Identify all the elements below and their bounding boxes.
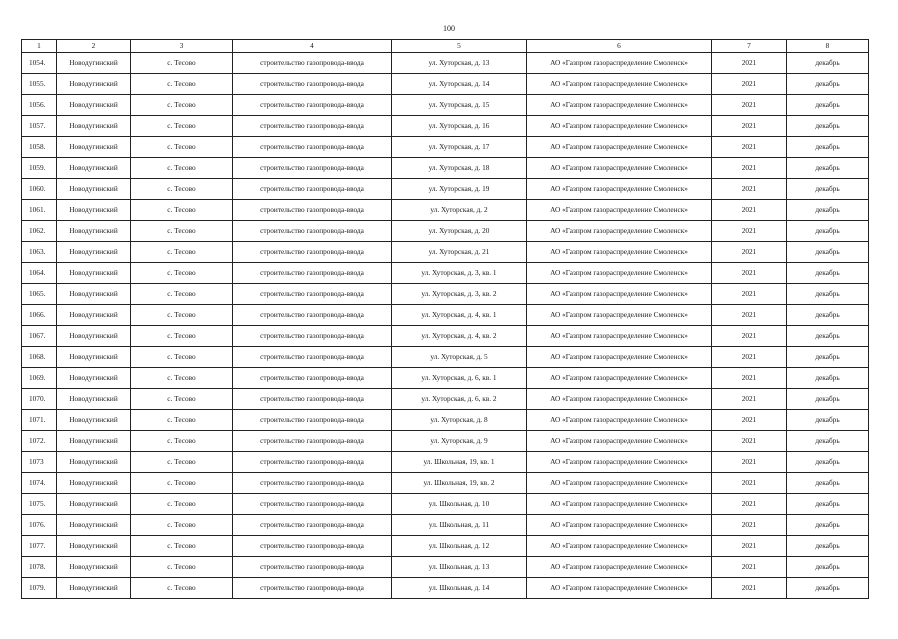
year-cell: 2021	[712, 368, 787, 389]
month-cell: декабрь	[787, 305, 869, 326]
month-cell: декабрь	[787, 137, 869, 158]
year-cell: 2021	[712, 557, 787, 578]
year-cell: 2021	[712, 179, 787, 200]
settlement-cell: с. Тесово	[131, 158, 233, 179]
work-type-cell: строительство газопровода-ввода	[233, 53, 392, 74]
work-type-cell: строительство газопровода-ввода	[233, 515, 392, 536]
row-number-cell: 1065.	[22, 284, 57, 305]
work-type-cell: строительство газопровода-ввода	[233, 557, 392, 578]
column-number-3: 3	[131, 40, 233, 53]
organization-cell: АО «Газпром газораспределение Смоленск»	[527, 137, 712, 158]
organization-cell: АО «Газпром газораспределение Смоленск»	[527, 200, 712, 221]
column-number-6: 6	[527, 40, 712, 53]
row-number-cell: 1071.	[22, 410, 57, 431]
table-row	[22, 473, 869, 494]
settlement-cell: с. Тесово	[131, 179, 233, 200]
work-type-cell: строительство газопровода-ввода	[233, 326, 392, 347]
year-cell: 2021	[712, 326, 787, 347]
settlement-cell: с. Тесово	[131, 74, 233, 95]
organization-cell: АО «Газпром газораспределение Смоленск»	[527, 116, 712, 137]
address-cell: ул. Хуторская, д. 6, кв. 2	[392, 389, 527, 410]
settlement-cell: с. Тесово	[131, 137, 233, 158]
district-cell: Новодугинский	[57, 515, 131, 536]
row-number-cell: 1068.	[22, 347, 57, 368]
district-cell: Новодугинский	[57, 74, 131, 95]
address-cell: ул. Хуторская, д. 4, кв. 1	[392, 305, 527, 326]
district-cell: Новодугинский	[57, 473, 131, 494]
address-cell: ул. Хуторская, д. 9	[392, 431, 527, 452]
work-type-cell: строительство газопровода-ввода	[233, 158, 392, 179]
row-number-cell: 1063.	[22, 242, 57, 263]
month-cell: декабрь	[787, 242, 869, 263]
row-number-cell: 1054.	[22, 53, 57, 74]
organization-cell: АО «Газпром газораспределение Смоленск»	[527, 494, 712, 515]
row-number-cell: 1074.	[22, 473, 57, 494]
organization-cell: АО «Газпром газораспределение Смоленск»	[527, 578, 712, 599]
address-cell: ул. Школьная, д. 14	[392, 578, 527, 599]
table-row	[22, 347, 869, 368]
organization-cell: АО «Газпром газораспределение Смоленск»	[527, 557, 712, 578]
month-cell: декабрь	[787, 494, 869, 515]
work-type-cell: строительство газопровода-ввода	[233, 116, 392, 137]
district-cell: Новодугинский	[57, 557, 131, 578]
month-cell: декабрь	[787, 473, 869, 494]
year-cell: 2021	[712, 137, 787, 158]
work-type-cell: строительство газопровода-ввода	[233, 578, 392, 599]
column-number-7: 7	[712, 40, 787, 53]
table-row	[22, 53, 869, 74]
address-cell: ул. Хуторская, д. 5	[392, 347, 527, 368]
organization-cell: АО «Газпром газораспределение Смоленск»	[527, 284, 712, 305]
address-cell: ул. Хуторская, д. 3, кв. 2	[392, 284, 527, 305]
month-cell: декабрь	[787, 557, 869, 578]
row-number-cell: 1064.	[22, 263, 57, 284]
gasification-schedule-table	[21, 39, 869, 599]
year-cell: 2021	[712, 158, 787, 179]
settlement-cell: с. Тесово	[131, 326, 233, 347]
settlement-cell: с. Тесово	[131, 536, 233, 557]
column-number-row	[22, 40, 869, 53]
district-cell: Новодугинский	[57, 347, 131, 368]
month-cell: декабрь	[787, 158, 869, 179]
settlement-cell: с. Тесово	[131, 116, 233, 137]
table-row	[22, 95, 869, 116]
settlement-cell: с. Тесово	[131, 515, 233, 536]
table-row	[22, 368, 869, 389]
work-type-cell: строительство газопровода-ввода	[233, 284, 392, 305]
district-cell: Новодугинский	[57, 305, 131, 326]
address-cell: ул. Хуторская, д. 21	[392, 242, 527, 263]
column-number-4: 4	[233, 40, 392, 53]
organization-cell: АО «Газпром газораспределение Смоленск»	[527, 473, 712, 494]
row-number-cell: 1060.	[22, 179, 57, 200]
organization-cell: АО «Газпром газораспределение Смоленск»	[527, 263, 712, 284]
work-type-cell: строительство газопровода-ввода	[233, 347, 392, 368]
work-type-cell: строительство газопровода-ввода	[233, 536, 392, 557]
row-number-cell: 1059.	[22, 158, 57, 179]
district-cell: Новодугинский	[57, 410, 131, 431]
table-row	[22, 557, 869, 578]
table-row	[22, 389, 869, 410]
organization-cell: АО «Газпром газораспределение Смоленск»	[527, 326, 712, 347]
row-number-cell: 1067.	[22, 326, 57, 347]
address-cell: ул. Хуторская, д. 19	[392, 179, 527, 200]
district-cell: Новодугинский	[57, 431, 131, 452]
district-cell: Новодугинский	[57, 179, 131, 200]
row-number-cell: 1062.	[22, 221, 57, 242]
settlement-cell: с. Тесово	[131, 95, 233, 116]
year-cell: 2021	[712, 452, 787, 473]
table-row	[22, 578, 869, 599]
row-number-cell: 1073	[22, 452, 57, 473]
address-cell: ул. Хуторская, д. 20	[392, 221, 527, 242]
work-type-cell: строительство газопровода-ввода	[233, 410, 392, 431]
district-cell: Новодугинский	[57, 137, 131, 158]
work-type-cell: строительство газопровода-ввода	[233, 137, 392, 158]
address-cell: ул. Хуторская, д. 13	[392, 53, 527, 74]
settlement-cell: с. Тесово	[131, 53, 233, 74]
month-cell: декабрь	[787, 368, 869, 389]
month-cell: декабрь	[787, 515, 869, 536]
table-row	[22, 221, 869, 242]
address-cell: ул. Хуторская, д. 17	[392, 137, 527, 158]
month-cell: декабрь	[787, 347, 869, 368]
district-cell: Новодугинский	[57, 221, 131, 242]
organization-cell: АО «Газпром газораспределение Смоленск»	[527, 347, 712, 368]
organization-cell: АО «Газпром газораспределение Смоленск»	[527, 410, 712, 431]
settlement-cell: с. Тесово	[131, 305, 233, 326]
row-number-cell: 1070.	[22, 389, 57, 410]
address-cell: ул. Школьная, 19, кв. 2	[392, 473, 527, 494]
table-row	[22, 494, 869, 515]
work-type-cell: строительство газопровода-ввода	[233, 473, 392, 494]
row-number-cell: 1075.	[22, 494, 57, 515]
row-number-cell: 1076.	[22, 515, 57, 536]
organization-cell: АО «Газпром газораспределение Смоленск»	[527, 452, 712, 473]
year-cell: 2021	[712, 305, 787, 326]
district-cell: Новодугинский	[57, 284, 131, 305]
table-row	[22, 452, 869, 473]
year-cell: 2021	[712, 410, 787, 431]
month-cell: декабрь	[787, 116, 869, 137]
work-type-cell: строительство газопровода-ввода	[233, 74, 392, 95]
settlement-cell: с. Тесово	[131, 389, 233, 410]
district-cell: Новодугинский	[57, 116, 131, 137]
year-cell: 2021	[712, 116, 787, 137]
table-row	[22, 158, 869, 179]
address-cell: ул. Хуторская, д. 16	[392, 116, 527, 137]
organization-cell: АО «Газпром газораспределение Смоленск»	[527, 515, 712, 536]
organization-cell: АО «Газпром газораспределение Смоленск»	[527, 431, 712, 452]
settlement-cell: с. Тесово	[131, 473, 233, 494]
organization-cell: АО «Газпром газораспределение Смоленск»	[527, 221, 712, 242]
organization-cell: АО «Газпром газораспределение Смоленск»	[527, 368, 712, 389]
row-number-cell: 1069.	[22, 368, 57, 389]
organization-cell: АО «Газпром газораспределение Смоленск»	[527, 242, 712, 263]
work-type-cell: строительство газопровода-ввода	[233, 494, 392, 515]
address-cell: ул. Школьная, д. 10	[392, 494, 527, 515]
table-row	[22, 116, 869, 137]
district-cell: Новодугинский	[57, 326, 131, 347]
month-cell: декабрь	[787, 578, 869, 599]
settlement-cell: с. Тесово	[131, 578, 233, 599]
settlement-cell: с. Тесово	[131, 557, 233, 578]
address-cell: ул. Школьная, д. 11	[392, 515, 527, 536]
district-cell: Новодугинский	[57, 368, 131, 389]
address-cell: ул. Школьная, 19, кв. 1	[392, 452, 527, 473]
month-cell: декабрь	[787, 53, 869, 74]
address-cell: ул. Хуторская, д. 2	[392, 200, 527, 221]
district-cell: Новодугинский	[57, 53, 131, 74]
table-row	[22, 410, 869, 431]
district-cell: Новодугинский	[57, 452, 131, 473]
table-row	[22, 284, 869, 305]
address-cell: ул. Хуторская, д. 3, кв. 1	[392, 263, 527, 284]
settlement-cell: с. Тесово	[131, 284, 233, 305]
table-row	[22, 536, 869, 557]
month-cell: декабрь	[787, 74, 869, 95]
district-cell: Новодугинский	[57, 389, 131, 410]
settlement-cell: с. Тесово	[131, 242, 233, 263]
year-cell: 2021	[712, 473, 787, 494]
table-row	[22, 179, 869, 200]
organization-cell: АО «Газпром газораспределение Смоленск»	[527, 305, 712, 326]
work-type-cell: строительство газопровода-ввода	[233, 389, 392, 410]
work-type-cell: строительство газопровода-ввода	[233, 431, 392, 452]
settlement-cell: с. Тесово	[131, 368, 233, 389]
year-cell: 2021	[712, 515, 787, 536]
month-cell: декабрь	[787, 95, 869, 116]
organization-cell: АО «Газпром газораспределение Смоленск»	[527, 53, 712, 74]
year-cell: 2021	[712, 389, 787, 410]
table-row	[22, 326, 869, 347]
organization-cell: АО «Газпром газораспределение Смоленск»	[527, 95, 712, 116]
address-cell: ул. Хуторская, д. 14	[392, 74, 527, 95]
district-cell: Новодугинский	[57, 263, 131, 284]
row-number-cell: 1055.	[22, 74, 57, 95]
year-cell: 2021	[712, 95, 787, 116]
settlement-cell: с. Тесово	[131, 452, 233, 473]
row-number-cell: 1058.	[22, 137, 57, 158]
column-number-1: 1	[22, 40, 57, 53]
address-cell: ул. Школьная, д. 12	[392, 536, 527, 557]
year-cell: 2021	[712, 431, 787, 452]
work-type-cell: строительство газопровода-ввода	[233, 368, 392, 389]
table-row	[22, 263, 869, 284]
year-cell: 2021	[712, 242, 787, 263]
settlement-cell: с. Тесово	[131, 200, 233, 221]
district-cell: Новодугинский	[57, 200, 131, 221]
settlement-cell: с. Тесово	[131, 347, 233, 368]
table-row	[22, 200, 869, 221]
page-number: 100	[443, 24, 455, 33]
row-number-cell: 1057.	[22, 116, 57, 137]
year-cell: 2021	[712, 53, 787, 74]
organization-cell: АО «Газпром газораспределение Смоленск»	[527, 74, 712, 95]
organization-cell: АО «Газпром газораспределение Смоленск»	[527, 179, 712, 200]
table-body	[22, 53, 869, 599]
organization-cell: АО «Газпром газораспределение Смоленск»	[527, 158, 712, 179]
district-cell: Новодугинский	[57, 242, 131, 263]
month-cell: декабрь	[787, 326, 869, 347]
year-cell: 2021	[712, 536, 787, 557]
month-cell: декабрь	[787, 410, 869, 431]
district-cell: Новодугинский	[57, 578, 131, 599]
month-cell: декабрь	[787, 431, 869, 452]
district-cell: Новодугинский	[57, 536, 131, 557]
address-cell: ул. Хуторская, д. 4, кв. 2	[392, 326, 527, 347]
month-cell: декабрь	[787, 221, 869, 242]
table-row	[22, 431, 869, 452]
district-cell: Новодугинский	[57, 494, 131, 515]
settlement-cell: с. Тесово	[131, 221, 233, 242]
month-cell: декабрь	[787, 263, 869, 284]
month-cell: декабрь	[787, 536, 869, 557]
table-row	[22, 515, 869, 536]
address-cell: ул. Хуторская, д. 8	[392, 410, 527, 431]
month-cell: декабрь	[787, 452, 869, 473]
table-row	[22, 242, 869, 263]
month-cell: декабрь	[787, 284, 869, 305]
settlement-cell: с. Тесово	[131, 410, 233, 431]
table-row	[22, 74, 869, 95]
column-number-8: 8	[787, 40, 869, 53]
month-cell: декабрь	[787, 179, 869, 200]
settlement-cell: с. Тесово	[131, 263, 233, 284]
address-cell: ул. Хуторская, д. 6, кв. 1	[392, 368, 527, 389]
row-number-cell: 1072.	[22, 431, 57, 452]
row-number-cell: 1056.	[22, 95, 57, 116]
column-number-2: 2	[57, 40, 131, 53]
month-cell: декабрь	[787, 200, 869, 221]
work-type-cell: строительство газопровода-ввода	[233, 179, 392, 200]
row-number-cell: 1079.	[22, 578, 57, 599]
district-cell: Новодугинский	[57, 158, 131, 179]
organization-cell: АО «Газпром газораспределение Смоленск»	[527, 389, 712, 410]
table-row	[22, 137, 869, 158]
year-cell: 2021	[712, 74, 787, 95]
year-cell: 2021	[712, 347, 787, 368]
settlement-cell: с. Тесово	[131, 494, 233, 515]
work-type-cell: строительство газопровода-ввода	[233, 200, 392, 221]
work-type-cell: строительство газопровода-ввода	[233, 263, 392, 284]
address-cell: ул. Школьная, д. 13	[392, 557, 527, 578]
row-number-cell: 1077.	[22, 536, 57, 557]
work-type-cell: строительство газопровода-ввода	[233, 242, 392, 263]
month-cell: декабрь	[787, 389, 869, 410]
row-number-cell: 1066.	[22, 305, 57, 326]
work-type-cell: строительство газопровода-ввода	[233, 95, 392, 116]
work-type-cell: строительство газопровода-ввода	[233, 452, 392, 473]
year-cell: 2021	[712, 284, 787, 305]
year-cell: 2021	[712, 494, 787, 515]
address-cell: ул. Хуторская, д. 15	[392, 95, 527, 116]
organization-cell: АО «Газпром газораспределение Смоленск»	[527, 536, 712, 557]
address-cell: ул. Хуторская, д. 18	[392, 158, 527, 179]
row-number-cell: 1078.	[22, 557, 57, 578]
work-type-cell: строительство газопровода-ввода	[233, 305, 392, 326]
district-cell: Новодугинский	[57, 95, 131, 116]
year-cell: 2021	[712, 578, 787, 599]
year-cell: 2021	[712, 221, 787, 242]
table-row	[22, 305, 869, 326]
row-number-cell: 1061.	[22, 200, 57, 221]
column-number-5: 5	[392, 40, 527, 53]
year-cell: 2021	[712, 263, 787, 284]
work-type-cell: строительство газопровода-ввода	[233, 221, 392, 242]
settlement-cell: с. Тесово	[131, 431, 233, 452]
year-cell: 2021	[712, 200, 787, 221]
